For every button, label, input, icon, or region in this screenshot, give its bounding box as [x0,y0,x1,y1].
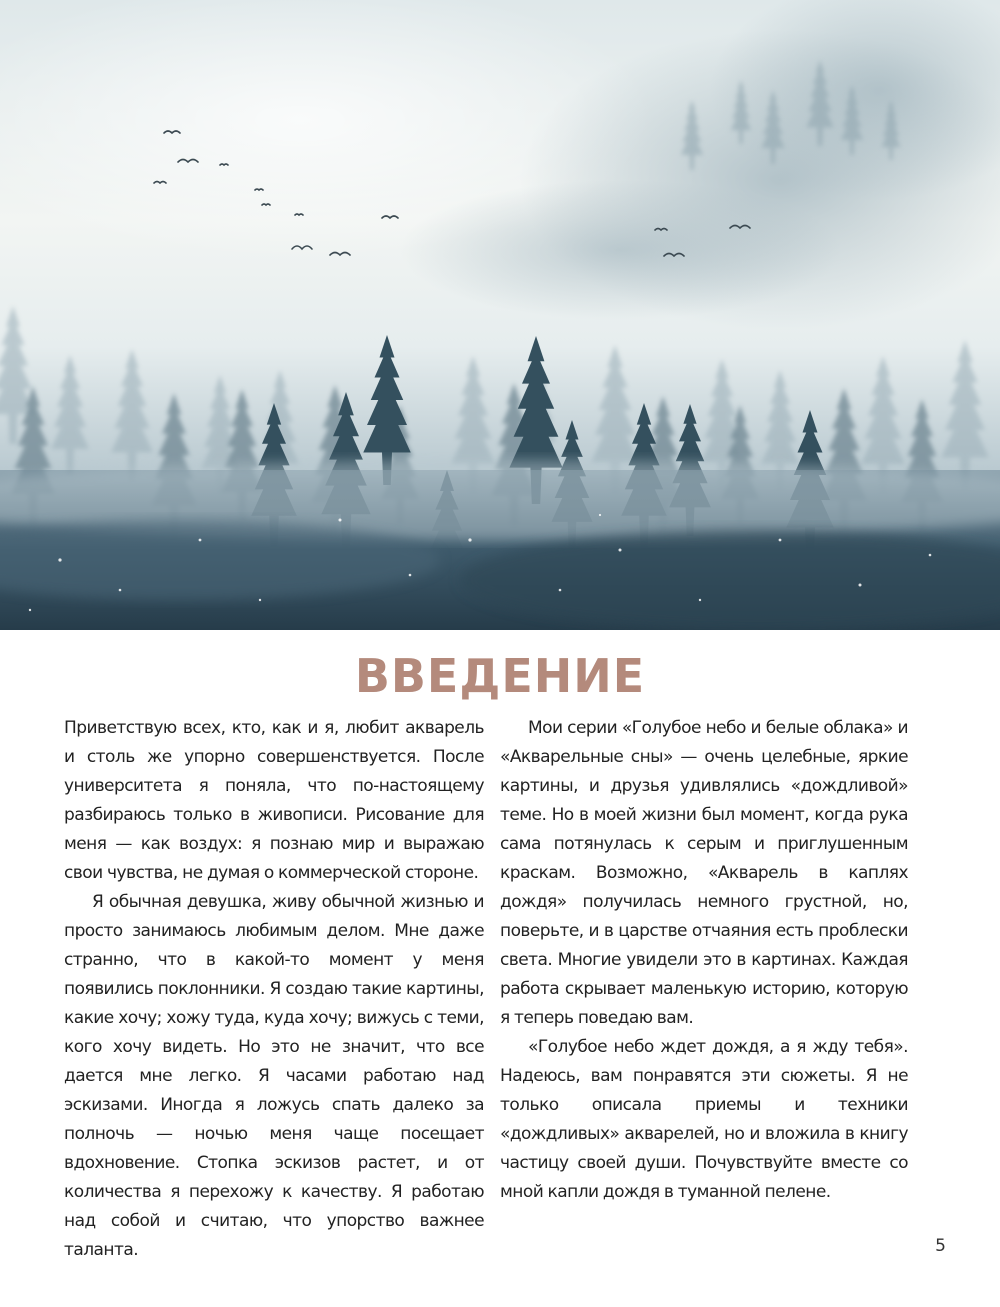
misty-forest-watercolor [0,0,1000,630]
page-number: 5 [935,1236,946,1256]
paragraph: Приветствую всех, кто, как и я, любит акварель и столь же упорно совершенствуется. После университета я поняла, что по-настоящему разбираюсь только в живописи. Рисование для меня — как воздух: я познаю мир и выражаю свои чувства, не думая о коммерческой стороне. [64,718,484,883]
hero-illustration [0,0,1000,630]
paragraph: Я обычная девушка, живу обычной жизнью и просто занимаюсь любимым делом. Мне даже странно, что в какой-то момент у меня появились поклонники. Я создаю такие картины, какие хочу; хожу туда, куда хочу; вижусь с теми, кого хочу видеть. Но это не значит, что все дается мне легко. Я часами работаю над эскизами. Иногда я ложусь спать далеко за полночь — ночью меня чаще посещает вдохновение. Стопка эскизов растет, и от количества я перехожу к качеству. Я работаю над собой и считаю, что упорство важнее таланта. [64,892,484,1260]
right-text-column [500,714,908,1207]
paragraph: «Голубое небо ждет дождя, а я жду тебя». Надеюсь, вам понравятся эти сюжеты. Я не только описала приемы и техники «дождливых» акварелей, но и вложила в книгу частицу своей души. Почувствуйте вместе со мной капли дождя в туманной пелене. [500,1037,908,1202]
left-text-column [64,714,484,1265]
page-title: ВВЕДЕНИЕ [354,649,646,703]
paragraph: Мои серии «Голубое небо и белые облака» и «Акварельные сны» — очень целебные, яркие картины, и друзья удивлялись «дождливой» теме. Но в моей жизни был момент, когда рука сама потянулась к серым и приглушенным краскам. Возможно, «Акварель в каплях дождя» получилась немного грустной, но, поверьте, и в царстве отчаяния есть проблески света. Многие увидели это в картинах. Каждая работа скрывает маленькую историю, которую я теперь поведаю вам. [500,718,908,1028]
